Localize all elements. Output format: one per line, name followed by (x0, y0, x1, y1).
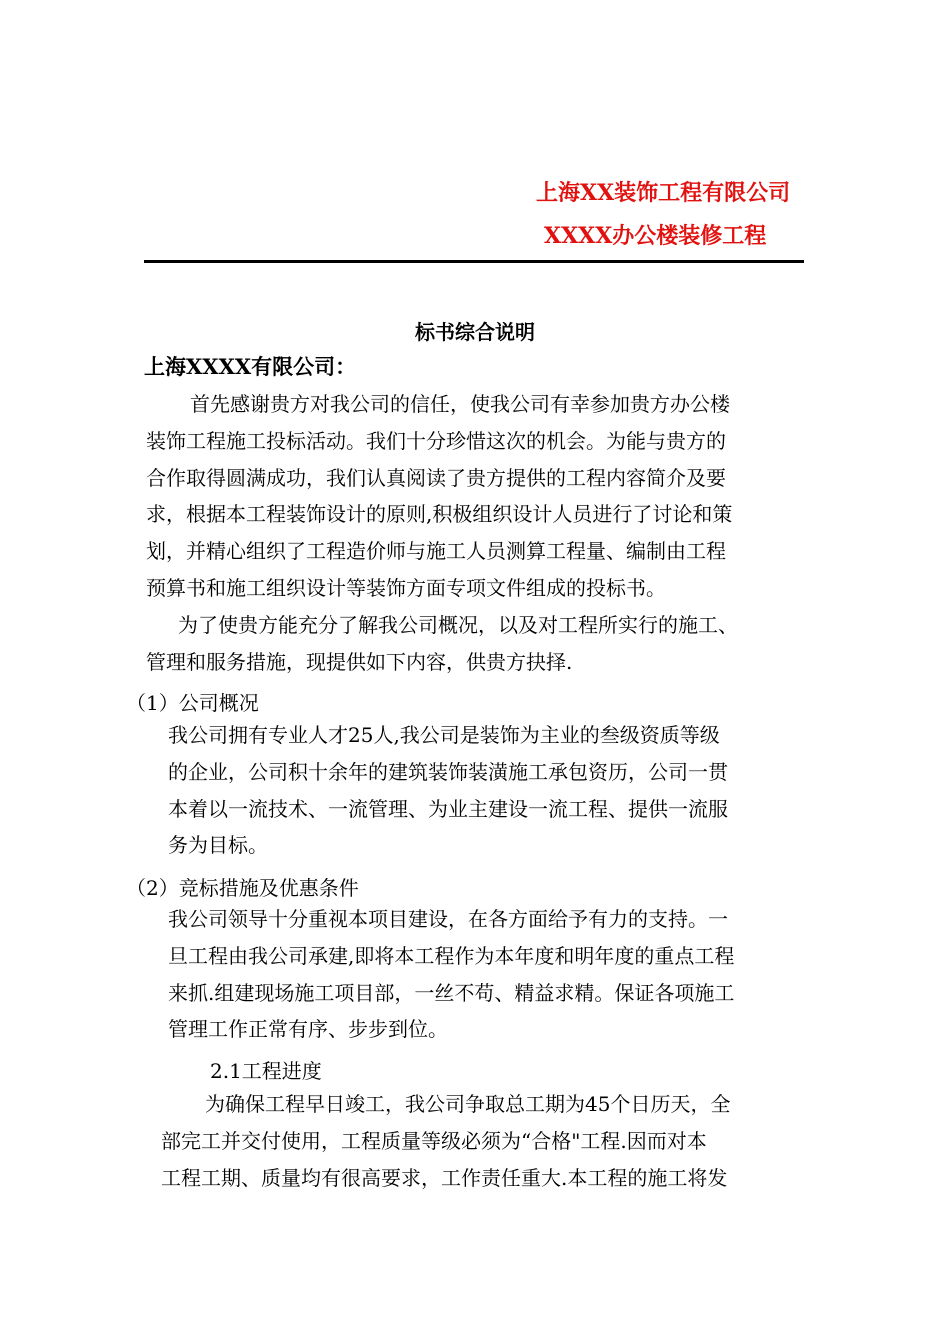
section21-line: 为确保工程早日竣工，我公司争取总工期为45个日历天，全 (205, 1092, 731, 1116)
purpose-line: 管理和服务措施，现提供如下内容，供贵方抉择. (146, 649, 573, 674)
header-company: 上海XX装饰工程有限公司 (536, 180, 791, 206)
document-title: 标书综合说明 (415, 320, 535, 344)
section2-line: 旦工程由我公司承建,即将本工程作为本年度和明年度的重点工程 (168, 943, 735, 968)
section1-line: 我公司拥有专业人才25人,我公司是装饰为主业的叁级资质等级 (168, 723, 720, 747)
section1-paragraph (168, 717, 728, 864)
purpose-paragraph (146, 607, 738, 681)
intro-line: 装饰工程施工投标活动。我们十分珍惜这次的机会。为能与贵方的 (146, 428, 726, 453)
intro-line: 首先感谢贵方对我公司的信任，使我公司有幸参加贵方办公楼 (190, 392, 730, 416)
addressee: 上海XXXX有限公司： (144, 354, 357, 379)
section2-paragraph (168, 901, 734, 1048)
section21-paragraph (161, 1086, 730, 1196)
section1-line: 的企业，公司积十余年的建筑装饰装潢施工承包资历，公司一贯 (168, 759, 728, 784)
intro-paragraph (146, 386, 732, 607)
section2-line: 管理工作正常有序、步步到位。 (168, 1017, 448, 1042)
section21-line: 工程工期、质量均有很高要求，工作责任重大.本工程的施工将发 (161, 1165, 728, 1190)
purpose-line: 为了使贵方能充分了解我公司概况，以及对工程所实行的施工、 (178, 613, 738, 637)
section2-line: 我公司领导十分重视本项目建设，在各方面给予有力的支持。一 (168, 907, 728, 931)
section2-line: 来抓.组建现场施工项目部，一丝不苟、精益求精。保证各项施工 (168, 980, 735, 1005)
section1-heading: （1）公司概况 (126, 691, 259, 715)
header-rule (144, 260, 804, 263)
intro-line: 划，并精心组织了工程造价师与施工人员测算工程量、编制由工程 (146, 539, 726, 564)
intro-line: 预算书和施工组织设计等装饰方面专项文件组成的投标书。 (146, 575, 666, 600)
header-project: XXXX办公楼装修工程 (544, 223, 767, 249)
section21-line: 部完工并交付使用，工程质量等级必须为“合格"工程.因而对本 (161, 1128, 707, 1153)
intro-line: 求，根据本工程装饰设计的原则,积极组织设计人员进行了讨论和策 (146, 502, 733, 527)
section1-line: 本着以一流技术、一流管理、为业主建设一流工程、提供一流服 (168, 796, 728, 821)
section21-heading: 2.1工程进度 (210, 1059, 322, 1083)
intro-line: 合作取得圆满成功，我们认真阅读了贵方提供的工程内容简介及要 (146, 465, 726, 490)
section2-heading: （2）竞标措施及优惠条件 (126, 876, 359, 900)
section1-line: 务为目标。 (168, 833, 268, 858)
